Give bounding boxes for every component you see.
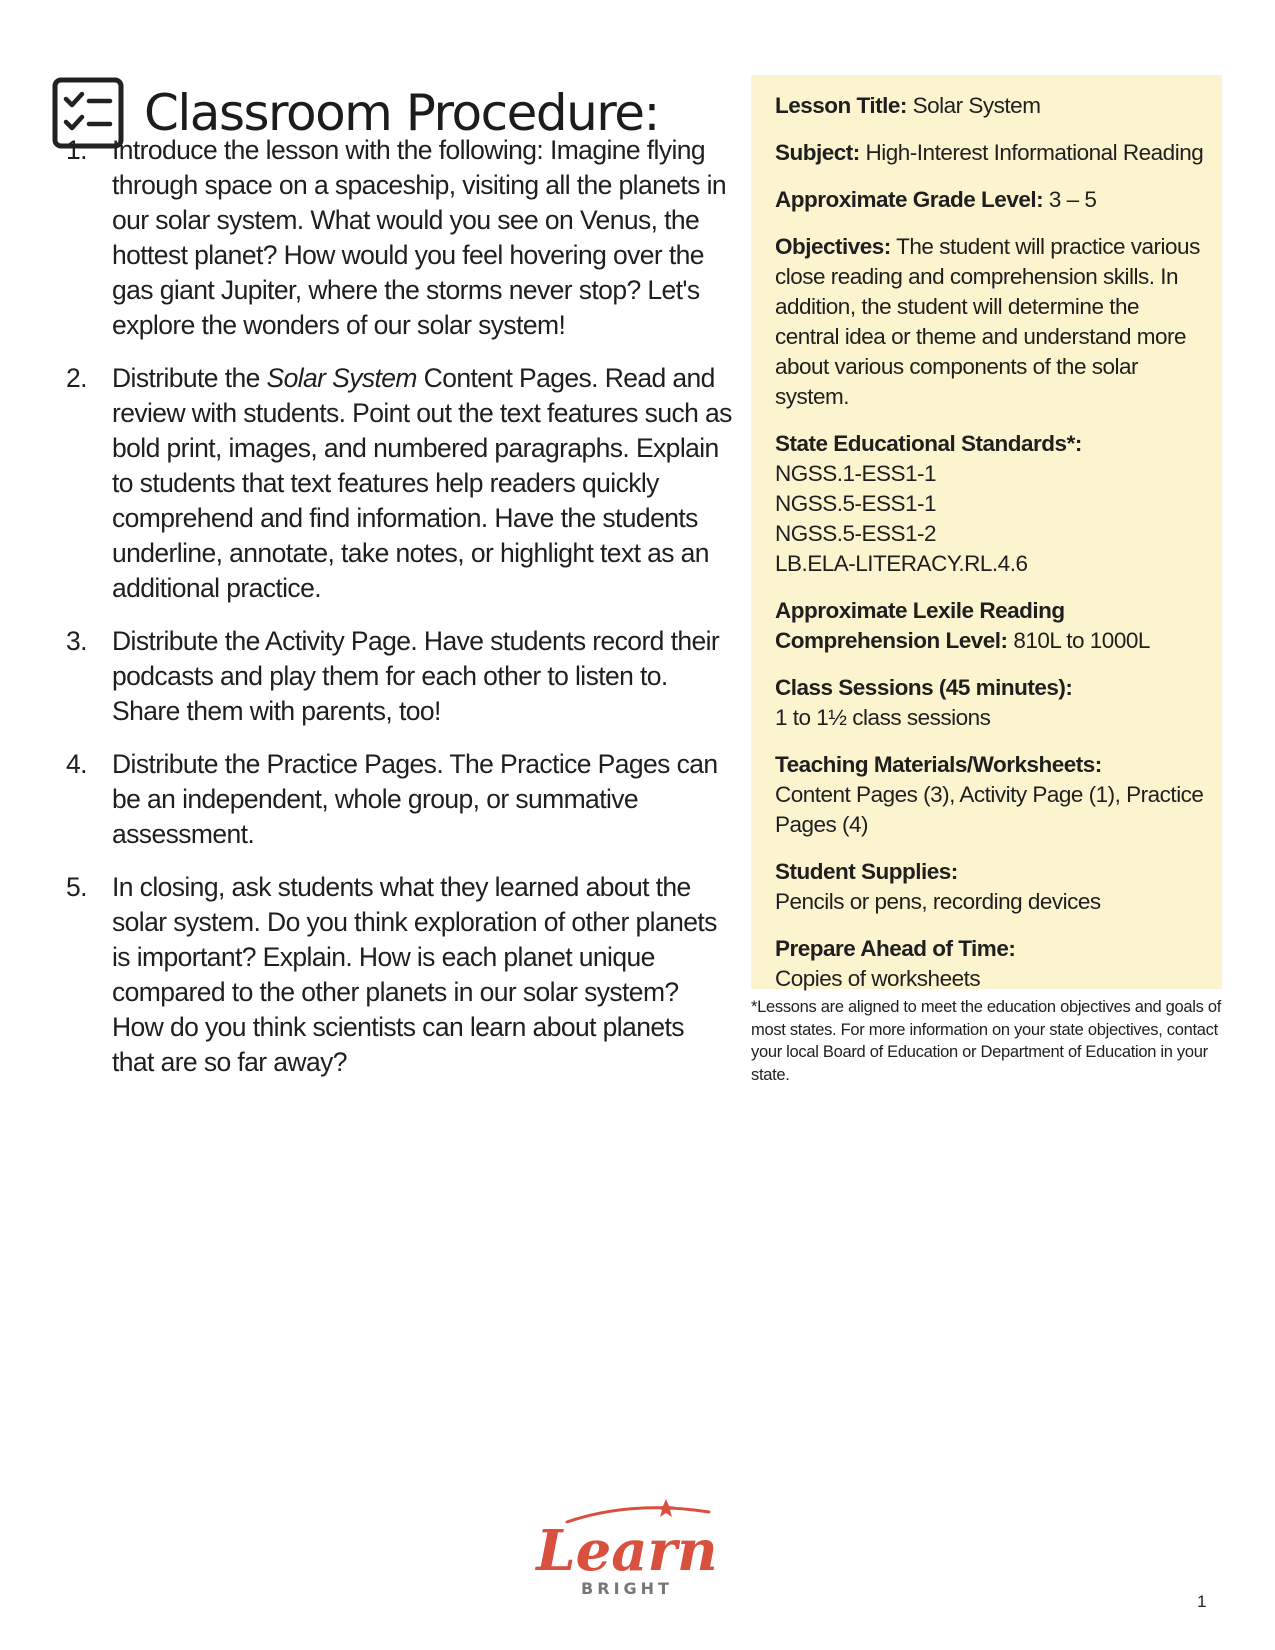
step-text-lead: Distribute the: [112, 363, 267, 393]
field-label: Class Sessions (45 minutes):: [775, 675, 1073, 700]
teaching-materials-field: [775, 750, 1208, 840]
field-label: Lesson Title:: [775, 93, 907, 118]
step-text: Distribute the Practice Pages. The Practice Pages can be an independent, whole group, or summative assessment.: [112, 749, 718, 849]
page-title: Classroom Procedure:: [144, 83, 659, 142]
field-label: Approximate Lexile Reading Comprehension Level:: [775, 598, 1065, 653]
field-value: Solar System: [912, 93, 1041, 118]
field-label: Objectives:: [775, 234, 891, 259]
subject-field: [775, 138, 1208, 168]
standard-item: NGSS.1-ESS1-1: [775, 461, 937, 486]
step-number: 5.: [66, 872, 87, 902]
field-value: 810L to 1000L: [1013, 628, 1150, 653]
field-label: Prepare Ahead of Time:: [775, 936, 1016, 961]
field-label: Teaching Materials/Worksheets:: [775, 752, 1102, 777]
step-text: Introduce the lesson with the following: Imagine flying through space on a spaceship, visiting all the planets in our solar system. What would you see on Venus, the hottest planet? How would you feel hovering over the gas giant Jupiter, where the storms never stop? Let's explore the wonders of our solar system!: [112, 135, 726, 340]
step-text: [112, 361, 732, 606]
grade-level-field: [775, 185, 1208, 215]
field-label: Student Supplies:: [775, 859, 958, 884]
step-text-rest: Content Pages. Read and review with students. Point out the text features such as bold print, images, and numbered paragraphs. Explain to students that text features help readers quickly comprehend and find information. Have the students underline, annotate, take notes, or highlight text as an additional practice.: [112, 363, 732, 603]
standard-item: LB.ELA-LITERACY.RL.4.6: [775, 551, 1028, 576]
class-sessions-field: [775, 673, 1208, 733]
objectives-field: [775, 232, 1208, 412]
step-text: In closing, ask students what they learned about the solar system. Do you think exploration of other planets is important? Explain. How is each planet unique compared to the other planets in our solar system? How do you think scientists can learn about planets that are so far away?: [112, 872, 717, 1077]
field-value: Copies of worksheets: [775, 966, 981, 991]
field-value: High-Interest Informational Reading: [865, 140, 1204, 165]
standards-field: [775, 429, 1208, 579]
field-label: Approximate Grade Level:: [775, 187, 1044, 212]
procedure-step: [66, 870, 732, 1080]
field-value: Content Pages (3), Activity Page (1), Practice Pages (4): [775, 782, 1204, 837]
standard-item: NGSS.5-ESS1-2: [775, 521, 937, 546]
step-number: 3.: [66, 626, 87, 656]
procedure-step: [66, 624, 732, 729]
procedure-step: [66, 133, 732, 343]
standard-item: NGSS.5-ESS1-1: [775, 491, 937, 516]
procedure-step: [66, 361, 732, 606]
logo-subtitle: BRIGHT: [581, 1579, 673, 1598]
standards-footnote: *Lessons are aligned to meet the education objectives and goals of most states. For more information on your state objectives, contact your local Board of Education or Department of Education in your state.: [751, 998, 1222, 1084]
lesson-info-box: [751, 75, 1222, 989]
lesson-title-field: [775, 91, 1208, 121]
field-value: Pencils or pens, recording devices: [775, 889, 1101, 914]
procedure-step: [66, 747, 732, 852]
step-number: 1.: [66, 135, 87, 165]
field-value: The student will practice various close reading and comprehension skills. In addition, the student will determine the central idea or theme and understand more about various components of the solar system.: [775, 234, 1200, 409]
page-number: 1: [1197, 1592, 1207, 1611]
star-icon: [656, 1499, 676, 1517]
field-value: 3 – 5: [1048, 187, 1097, 212]
step-text-title: Solar System: [266, 363, 417, 393]
field-label: State Educational Standards*:: [775, 431, 1082, 456]
lexile-field: [775, 596, 1208, 656]
step-text: Distribute the Activity Page. Have students record their podcasts and play them for each other to listen to. Share them with parents, too!: [112, 626, 720, 726]
field-label: Subject:: [775, 140, 860, 165]
field-value: 1 to 1½ class sessions: [775, 705, 991, 730]
prepare-ahead-field: [775, 934, 1208, 994]
step-number: 2.: [66, 363, 87, 393]
step-number: 4.: [66, 749, 87, 779]
logo-wordmark: Learn: [536, 1518, 718, 1584]
learn-bright-logo: [527, 1496, 727, 1600]
student-supplies-field: [775, 857, 1208, 917]
procedure-list: [66, 133, 732, 1098]
